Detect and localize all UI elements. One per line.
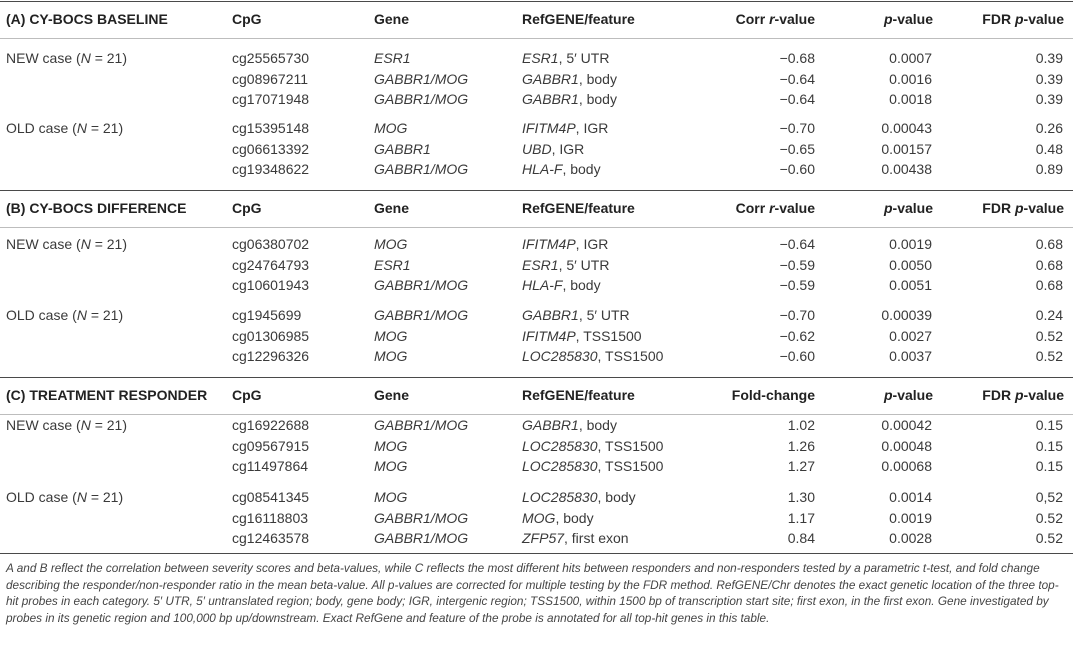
cpg-cell: cg09567915	[232, 437, 310, 454]
table-row	[0, 487, 1073, 507]
table-row	[0, 159, 1073, 179]
fdr-cell: 0.89	[1035, 161, 1063, 177]
header-refgene: RefGENE/feature	[522, 11, 635, 27]
gene-cell: MOG	[374, 236, 408, 252]
p-value-cell: 0.0037	[889, 348, 932, 364]
p-value-cell: 0.00039	[881, 307, 932, 323]
refgene-feature: , TSS1500	[575, 327, 642, 344]
gene-cell: GABBR1/MOG	[374, 161, 469, 177]
refgene-name: ESR1	[522, 256, 559, 273]
refgene-cell	[522, 417, 617, 433]
header-stat-pre: Corr	[735, 11, 770, 27]
refgene-cell	[522, 91, 617, 107]
refgene-name: LOC285830	[522, 489, 598, 505]
refgene-feature: , body	[562, 277, 601, 293]
refgene-name: GABBR1	[522, 70, 579, 87]
header-p-italic: p	[883, 11, 893, 27]
refgene-cell	[522, 489, 636, 505]
table-row	[0, 528, 1073, 548]
refgene-cell	[522, 328, 642, 344]
stat-cell: 1.02	[787, 417, 815, 433]
group-label-post: = 21)	[86, 489, 124, 505]
refgene-feature: , body	[555, 509, 594, 526]
cpg-cell: cg06380702	[232, 236, 310, 252]
refgene-feature: , TSS1500	[597, 437, 664, 454]
cpg-cell: cg06613392	[232, 140, 310, 157]
header-fdr-italic: p	[1014, 387, 1024, 403]
group-label-pre: OLD case (	[6, 120, 77, 136]
gene-cell: GABBR1/MOG	[374, 277, 469, 293]
refgene-feature: , 5′ UTR	[578, 307, 630, 323]
stat-cell: −0.59	[779, 256, 815, 273]
gene-cell: MOG	[374, 437, 408, 454]
table-footnote: A and B reflect the correlation between severity scores and beta-values, while C reflects the most different hits between responders and non-responders tested by a parametric t-test, and fold change describing the responder/non-responder ratio in the mean beta-value. All p-values are corrected for multiple testing by the FDR method. RefGENE/Chr denotes the exact genetic location of the three top-hit probes in each category. 5′ UTR, 5′ untranslated region; body, gene body; IGR, intergenic region; TSS1500, within 1500 bp of transcription start site; first exon, in the first exon. Gene investigated by probes in its genetic region and 100,000 bp up/downstream. Exact RefGene and feature of the probe is annotated for all top-hit genes in this table.	[6, 561, 1059, 626]
table-row	[0, 118, 1073, 138]
cpg-cell: cg08541345	[232, 489, 310, 505]
header-fdr-pre: FDR	[982, 11, 1015, 27]
refgene-feature: , body	[597, 489, 636, 505]
section-title: (B) CY-BOCS DIFFERENCE	[6, 200, 187, 216]
p-value-cell: 0.00043	[881, 120, 932, 136]
refgene-feature: , 5′ UTR	[558, 50, 610, 66]
fdr-cell: 0.48	[1035, 140, 1063, 157]
header-fdr	[982, 200, 1064, 216]
refgene-name: MOG	[522, 509, 556, 526]
table-row	[0, 508, 1073, 528]
p-value-cell: 0.00157	[881, 140, 932, 157]
p-value-cell: 0.00438	[881, 161, 932, 177]
fdr-cell: 0.52	[1035, 509, 1063, 526]
refgene-name: IFITM4P	[522, 327, 576, 344]
gene-cell: MOG	[374, 120, 408, 136]
group-label-post: = 21)	[90, 417, 128, 433]
header-stat-post: -value	[774, 11, 815, 27]
refgene-name: IFITM4P	[522, 120, 576, 136]
refgene-feature: , IGR	[551, 140, 585, 157]
stat-cell: −0.59	[779, 277, 815, 293]
header-p-value	[884, 200, 933, 216]
refgene-name: LOC285830	[522, 348, 598, 364]
p-value-cell: 0.0019	[889, 509, 932, 526]
fdr-cell: 0.39	[1035, 50, 1063, 66]
header-stat-pre: Corr	[735, 200, 770, 216]
header-fdr-pre: FDR	[982, 387, 1015, 403]
header-fdr-post: -value	[1023, 11, 1064, 27]
p-value-cell: 0.0019	[889, 236, 932, 252]
refgene-cell	[522, 71, 617, 87]
cpg-cell: cg08967211	[232, 70, 309, 87]
cpg-cell: cg12463578	[232, 530, 310, 546]
table-row	[0, 275, 1073, 295]
stat-cell: −0.65	[779, 140, 815, 157]
stat-cell: −0.64	[779, 70, 815, 87]
cpg-cell: cg25565730	[232, 50, 310, 66]
cpg-cell: cg17071948	[232, 91, 310, 107]
fdr-cell: 0.52	[1035, 530, 1063, 546]
fdr-cell: 0.39	[1035, 70, 1063, 87]
header-refgene: RefGENE/feature	[522, 387, 635, 403]
header-stat-italic: r	[769, 11, 775, 27]
cpg-cell: cg16922688	[232, 417, 310, 433]
fdr-cell: 0.39	[1035, 91, 1063, 107]
refgene-cell	[522, 120, 608, 136]
refgene-feature: , TSS1500	[597, 348, 664, 364]
refgene-name: HLA-F	[522, 277, 563, 293]
header-p-value	[884, 11, 933, 27]
p-value-cell: 0.0051	[889, 277, 932, 293]
table-row	[0, 89, 1073, 109]
gene-cell: GABBR1/MOG	[374, 91, 469, 107]
fdr-cell: 0.68	[1035, 256, 1063, 273]
header-fdr-italic: p	[1014, 11, 1024, 27]
header-fdr	[982, 387, 1064, 403]
header-fdr-italic: p	[1014, 200, 1024, 216]
refgene-feature: , TSS1500	[597, 458, 664, 474]
refgene-name: LOC285830	[522, 458, 598, 474]
refgene-name: UBD	[522, 140, 552, 157]
table-row	[0, 305, 1073, 325]
section-header-row	[0, 1, 1073, 39]
cpg-cell: cg12296326	[232, 348, 310, 364]
group-label-post: = 21)	[86, 307, 124, 323]
refgene-name: GABBR1	[522, 417, 579, 433]
section-header-row	[0, 190, 1073, 228]
header-fdr-pre: FDR	[982, 200, 1015, 216]
table-row	[0, 436, 1073, 456]
header-gene: Gene	[374, 200, 410, 216]
section-header-row	[0, 377, 1073, 415]
group-label-pre: OLD case (	[6, 307, 77, 323]
table-row	[0, 456, 1073, 476]
refgene-feature: , first exon	[564, 530, 629, 546]
header-cpg: CpG	[232, 200, 262, 216]
refgene-feature: , 5′ UTR	[558, 256, 610, 273]
header-gene: Gene	[374, 11, 410, 27]
table-bottom-rule	[0, 553, 1073, 554]
group-label-pre: NEW case (	[6, 50, 81, 66]
group-label-n: N	[76, 120, 87, 136]
fdr-cell: 0.26	[1035, 120, 1063, 136]
refgene-name: LOC285830	[522, 437, 598, 454]
p-value-cell: 0.0050	[889, 256, 932, 273]
header-fdr-post: -value	[1023, 200, 1064, 216]
stat-cell: −0.60	[779, 161, 815, 177]
p-value-cell: 0.0018	[889, 91, 932, 107]
p-value-cell: 0.0027	[889, 327, 932, 344]
header-fdr-post: -value	[1023, 387, 1064, 403]
gene-cell: GABBR1/MOG	[374, 70, 469, 87]
cpg-cell: cg1945699	[232, 307, 302, 323]
stat-cell: −0.64	[779, 236, 815, 252]
group-label-n: N	[80, 236, 91, 252]
p-value-cell: 0.0016	[889, 70, 932, 87]
table-row	[0, 326, 1073, 346]
header-gene: Gene	[374, 387, 410, 403]
fdr-cell: 0.24	[1035, 307, 1063, 323]
refgene-feature: , body	[578, 70, 617, 87]
group-label-pre: NEW case (	[6, 236, 81, 252]
refgene-name: HLA-F	[522, 161, 563, 177]
gene-cell: GABBR1/MOG	[374, 509, 469, 526]
gene-cell: ESR1	[374, 50, 411, 66]
group-label-n: N	[76, 307, 87, 323]
gene-cell: ESR1	[374, 256, 411, 273]
header-stat	[736, 11, 815, 27]
refgene-feature: , body	[562, 161, 601, 177]
group-label	[6, 307, 123, 323]
group-label	[6, 50, 127, 66]
group-label-post: = 21)	[90, 236, 128, 252]
p-value-cell: 0.00048	[881, 437, 932, 454]
group-label-post: = 21)	[86, 120, 124, 136]
fdr-cell: 0.52	[1035, 327, 1063, 344]
table-row	[0, 234, 1073, 254]
header-stat-post: -value	[774, 200, 815, 216]
cpg-cell: cg11497864	[232, 458, 309, 474]
refgene-name: ESR1	[522, 50, 559, 66]
table-row	[0, 69, 1073, 89]
fdr-cell: 0.68	[1035, 277, 1063, 293]
gene-cell: GABBR1	[374, 140, 431, 157]
refgene-cell	[522, 530, 629, 546]
header-refgene: RefGENE/feature	[522, 200, 635, 216]
header-p-post: -value	[892, 200, 933, 216]
stat-cell: 1.27	[787, 458, 815, 474]
cpg-cell: cg01306985	[232, 327, 310, 344]
gene-cell: MOG	[374, 327, 408, 344]
stat-cell: −0.70	[779, 307, 815, 323]
section-title: (A) CY-BOCS BASELINE	[6, 11, 168, 27]
refgene-cell	[522, 307, 630, 323]
stat-cell: 1.17	[787, 509, 815, 526]
refgene-cell	[522, 510, 594, 526]
header-stat-italic: r	[769, 200, 775, 216]
refgene-cell	[522, 161, 601, 177]
refgene-feature: , IGR	[575, 236, 609, 252]
header-p-italic: p	[883, 387, 893, 403]
refgene-name: ZFP57	[522, 530, 565, 546]
stat-cell: 1.30	[787, 489, 815, 505]
stat-cell: −0.60	[779, 348, 815, 364]
refgene-feature: , IGR	[575, 120, 609, 136]
cpg-cell: cg16118803	[232, 509, 309, 526]
p-value-cell: 0.0007	[889, 50, 932, 66]
header-stat	[732, 387, 815, 403]
header-stat-pre: Fold-change	[731, 387, 815, 403]
fdr-cell: 0,52	[1035, 489, 1063, 505]
group-label-pre: OLD case (	[6, 489, 77, 505]
group-label-pre: NEW case (	[6, 417, 81, 433]
gene-cell: GABBR1/MOG	[374, 307, 469, 323]
cpg-cell: cg10601943	[232, 277, 310, 293]
stat-cell: 1.26	[787, 437, 815, 454]
refgene-cell	[522, 438, 663, 454]
table-row	[0, 255, 1073, 275]
table-row	[0, 415, 1073, 435]
stat-cell: −0.64	[779, 91, 815, 107]
header-cpg: CpG	[232, 387, 262, 403]
table-row	[0, 139, 1073, 159]
stat-cell: −0.68	[779, 50, 815, 66]
p-value-cell: 0.00042	[881, 417, 932, 433]
section-title: (C) TREATMENT RESPONDER	[6, 387, 208, 403]
group-label-n: N	[76, 489, 87, 505]
fdr-cell: 0.68	[1035, 236, 1063, 252]
refgene-name: IFITM4P	[522, 236, 576, 252]
refgene-cell	[522, 458, 663, 474]
stat-cell: 0.84	[787, 530, 815, 546]
fdr-cell: 0.52	[1035, 348, 1063, 364]
header-cpg: CpG	[232, 11, 262, 27]
cpg-cell: cg24764793	[232, 256, 310, 273]
cpg-cell: cg15395148	[232, 120, 310, 136]
p-value-cell: 0.0028	[889, 530, 932, 546]
fdr-cell: 0.15	[1035, 458, 1063, 474]
header-p-value	[884, 387, 933, 403]
gene-cell: MOG	[374, 489, 408, 505]
group-label	[6, 236, 127, 252]
fdr-cell: 0.15	[1035, 417, 1063, 433]
p-value-cell: 0.00068	[881, 458, 932, 474]
stat-cell: −0.62	[779, 327, 815, 344]
refgene-feature: , body	[578, 91, 617, 107]
group-label-post: = 21)	[90, 50, 128, 66]
fdr-cell: 0.15	[1035, 437, 1063, 454]
refgene-cell	[522, 277, 601, 293]
refgene-cell	[522, 348, 663, 364]
header-p-post: -value	[892, 387, 933, 403]
refgene-name: GABBR1	[522, 307, 579, 323]
refgene-name: GABBR1	[522, 91, 579, 107]
gene-cell: GABBR1/MOG	[374, 417, 469, 433]
group-label	[6, 120, 123, 136]
header-p-italic: p	[883, 200, 893, 216]
cpg-cell: cg19348622	[232, 161, 310, 177]
group-label	[6, 417, 127, 433]
p-value-cell: 0.0014	[889, 489, 932, 505]
stat-cell: −0.70	[779, 120, 815, 136]
header-p-post: -value	[892, 11, 933, 27]
gene-cell: MOG	[374, 458, 408, 474]
refgene-cell	[522, 236, 608, 252]
refgene-feature: , body	[578, 417, 617, 433]
group-label-n: N	[80, 417, 91, 433]
refgene-cell	[522, 50, 609, 66]
group-label-n: N	[80, 50, 91, 66]
header-fdr	[982, 11, 1064, 27]
refgene-cell	[522, 257, 609, 273]
group-label	[6, 489, 123, 505]
gene-cell: GABBR1/MOG	[374, 530, 469, 546]
header-stat	[736, 200, 815, 216]
refgene-cell	[522, 141, 584, 157]
table-row	[0, 48, 1073, 68]
gene-cell: MOG	[374, 348, 408, 364]
table-row	[0, 346, 1073, 366]
